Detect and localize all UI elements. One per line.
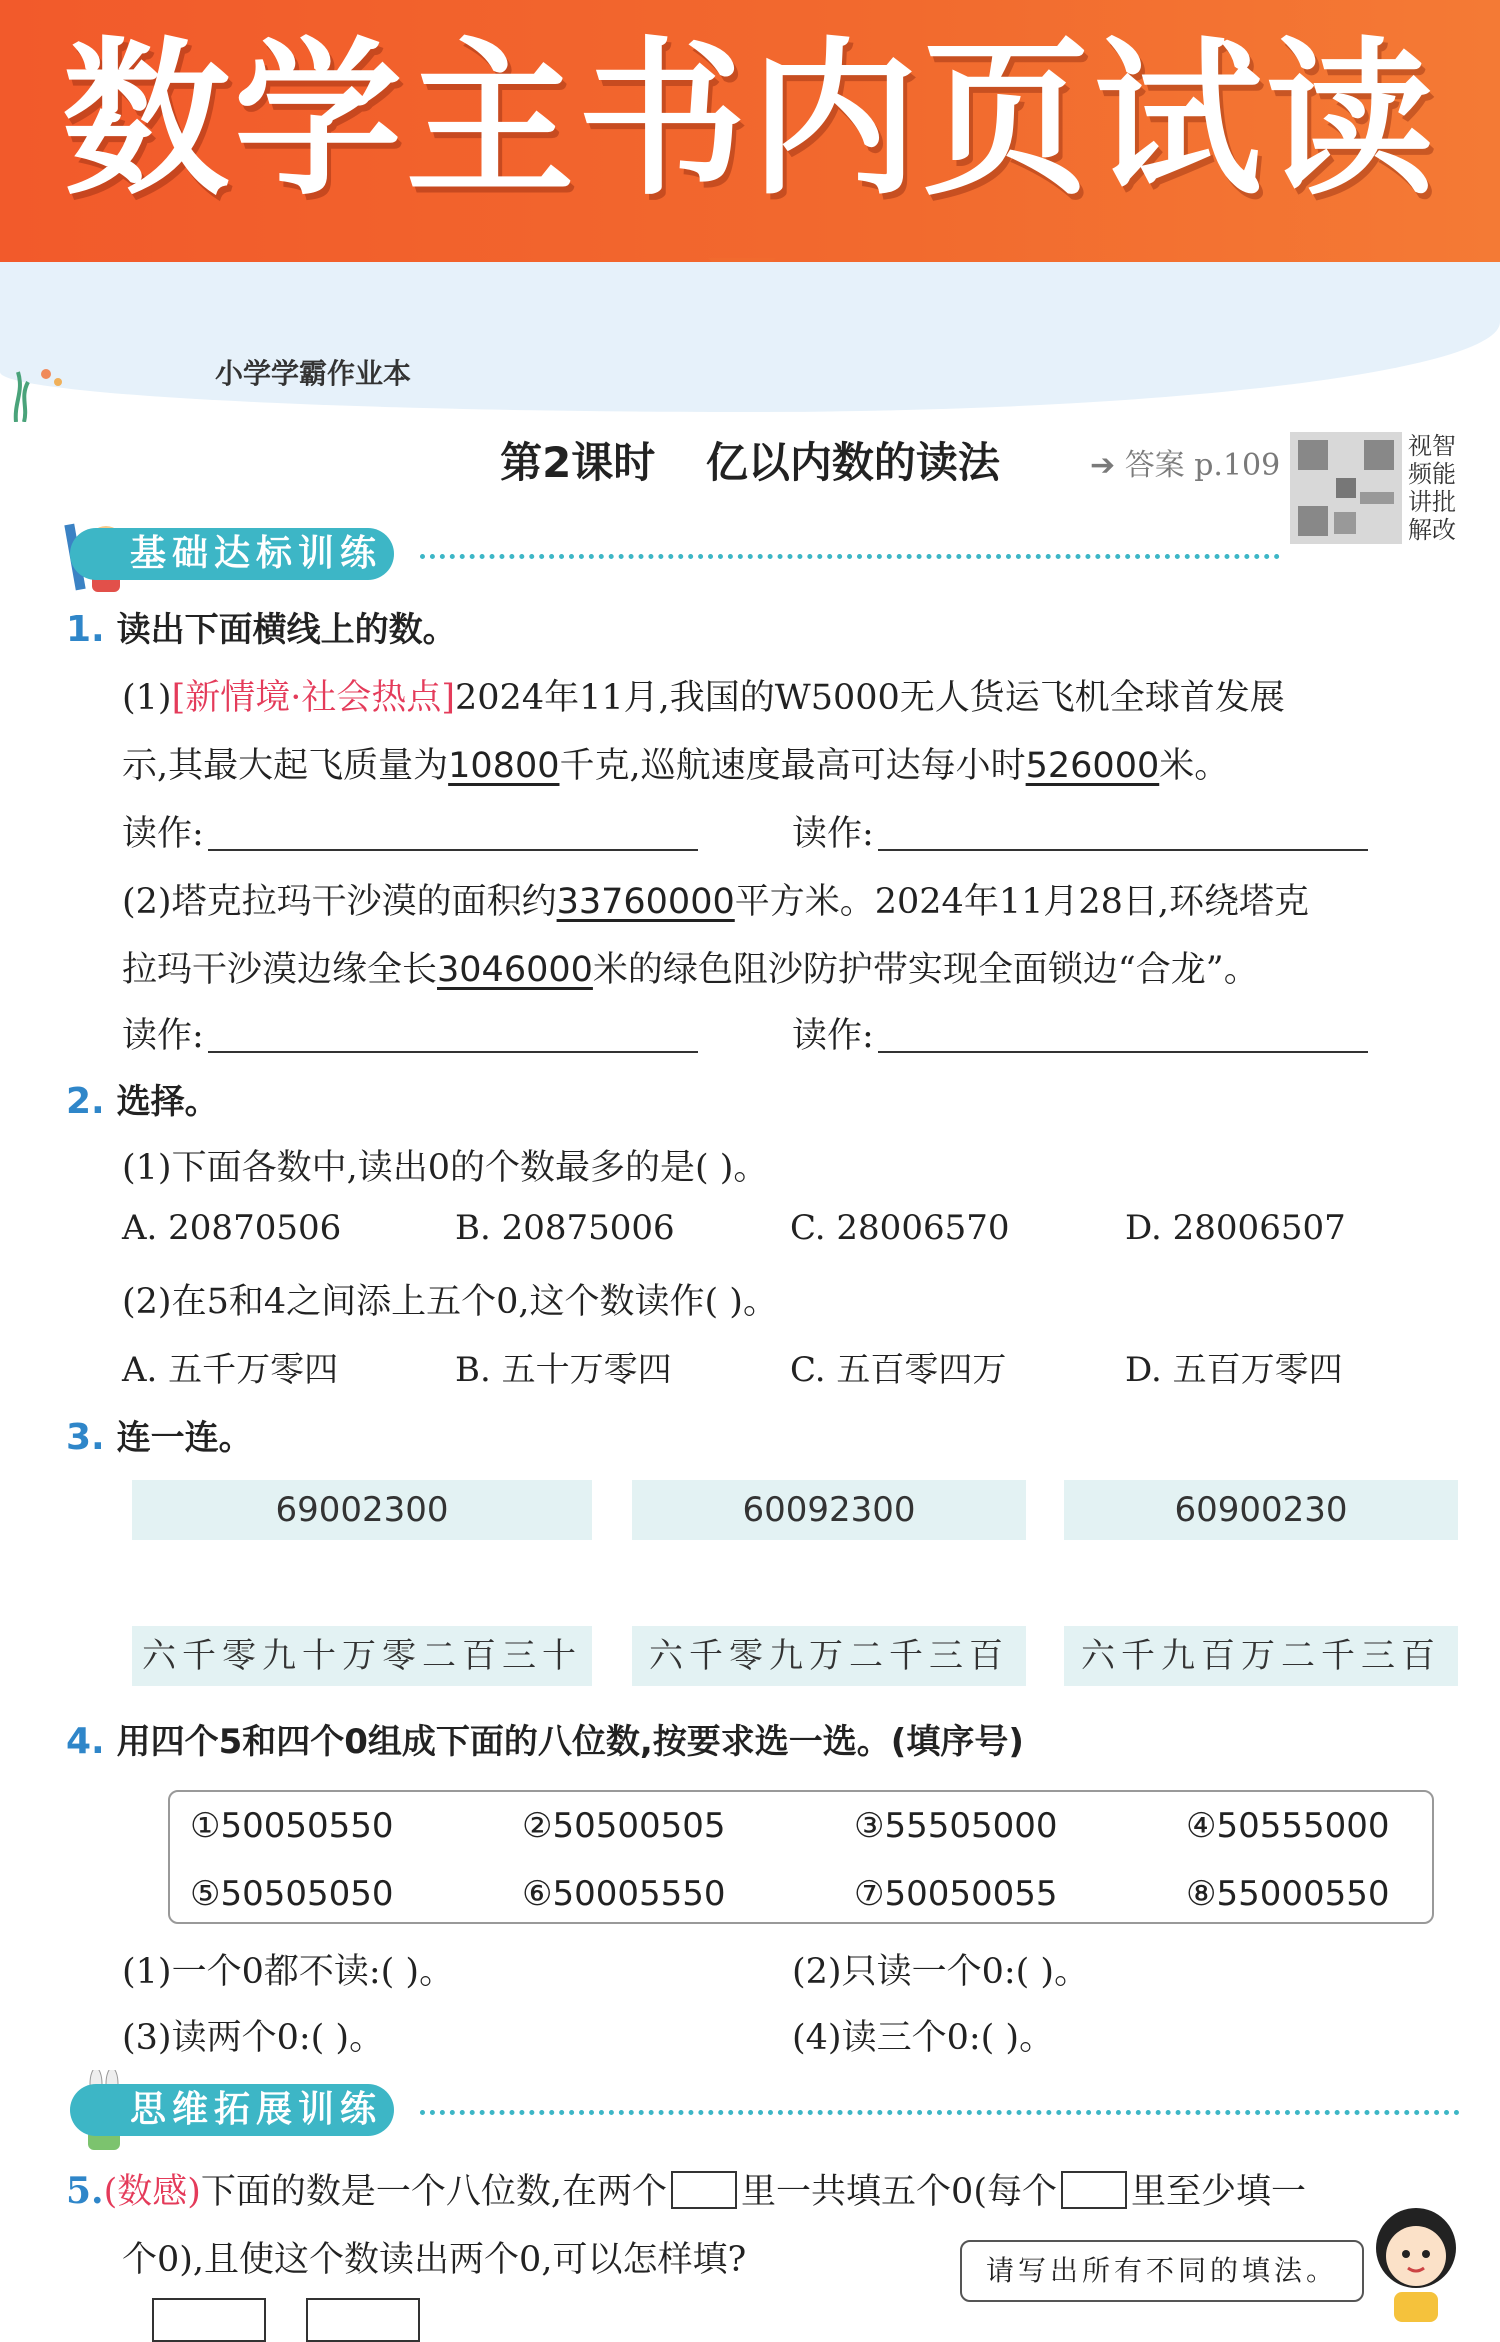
fill-box[interactable] (671, 2171, 737, 2209)
match-number-card[interactable]: 69002300 (132, 1480, 592, 1540)
q1-part1-line2 (122, 738, 1229, 788)
read-label: 读作: (792, 1016, 874, 1056)
answer-reference: ➔ 答案 p.109 (1090, 448, 1281, 483)
q1-part1-prefix: (1) (122, 678, 172, 718)
hint-bubble: 请写出所有不同的填法。 (960, 2240, 1364, 2302)
number-option: ②50500505 (522, 1806, 726, 1846)
q1-underlined-number: 3046000 (437, 950, 593, 990)
q4-sub1[interactable]: (1)一个0都不读:( )。 (122, 1952, 455, 1992)
match-number-card[interactable]: 60092300 (632, 1480, 1026, 1540)
q4-title (66, 1714, 1024, 1763)
lesson-title: 亿以内数的读法 (705, 438, 1000, 487)
section-basic-dots (420, 554, 1280, 559)
q1-text-b1: 示,其最大起飞质量为 (122, 746, 449, 786)
q2-s2-option-a[interactable]: A. 五千万零四 (122, 1350, 339, 1390)
q4-sub4[interactable]: (4)读三个0:( )。 (792, 2018, 1055, 2058)
q4-sub2[interactable]: (2)只读一个0:( )。 (792, 1952, 1090, 1992)
q1-p2-text-a1: (2)塔克拉玛干沙漠的面积约 (122, 882, 557, 922)
q3-text: 连一连。 (116, 1418, 253, 1458)
q4-number: 4. (66, 1721, 105, 1762)
q1-number: 1. (66, 609, 105, 650)
q2-s2-option-c[interactable]: C. 五百零四万 (790, 1350, 1007, 1390)
q4-sub3[interactable]: (3)读两个0:( )。 (122, 2018, 385, 2058)
section-extend (0, 2084, 1500, 2140)
qr-code-icon[interactable] (1290, 432, 1402, 544)
q2-s2-option-d[interactable]: D. 五百万零四 (1125, 1350, 1343, 1390)
section-extend-label: 思维拓展训练 (70, 2084, 394, 2136)
q2-s1-option-b[interactable]: B. 20875006 (455, 1208, 675, 1248)
q1-part2-line1 (122, 874, 1309, 924)
q2-s1-option-d[interactable]: D. 28006507 (1125, 1208, 1346, 1248)
lesson-number: 第2课时 (500, 438, 656, 487)
answer-page: 答案 p.109 (1124, 448, 1281, 483)
number-option: ①50050550 (190, 1806, 394, 1846)
q2-text: 选择。 (116, 1082, 219, 1122)
fill-box[interactable] (1061, 2171, 1127, 2209)
q5-number: 5. (66, 2170, 104, 2212)
number-option: ⑦50050055 (854, 1874, 1058, 1914)
q1-underlined-number: 10800 (448, 746, 560, 786)
read-label: 读作: (122, 814, 204, 854)
q1-p2-text-b2: 米的绿色阻沙防护带实现全面锁边“合龙”。 (592, 950, 1259, 990)
fill-box[interactable] (306, 2298, 420, 2342)
q1-text-b3: 米。 (1159, 746, 1230, 786)
q2-sub2: (2)在5和4之间添上五个0,这个数读作( )。 (122, 1282, 778, 1322)
q2-s1-option-a[interactable]: A. 20870506 (122, 1208, 342, 1248)
q1-underlined-number: 526000 (1025, 746, 1160, 786)
answer-blank[interactable] (208, 1021, 698, 1053)
q3-title (66, 1410, 253, 1459)
qr-caption: 视智频能讲批解改 (1408, 432, 1456, 544)
match-number-card[interactable]: 60900230 (1064, 1480, 1458, 1540)
q5-tag: (数感) (103, 2172, 201, 2212)
read-label: 读作: (122, 1016, 204, 1056)
answer-blank[interactable] (878, 819, 1368, 851)
q1-part1-text-a: 2024年11月,我国的W5000无人货运飞机全球首发展 (455, 678, 1285, 718)
answer-blank[interactable] (878, 1021, 1368, 1053)
q5-text-a2: 里一共填五个0(每个 (741, 2172, 1057, 2212)
read-label: 读作: (792, 814, 874, 854)
banner-title: 数学主书内页试读 (62, 22, 1438, 218)
number-option: ⑥50005550 (522, 1874, 726, 1914)
q3-number: 3. (66, 1417, 105, 1458)
q2-s1-option-c[interactable]: C. 28006570 (790, 1208, 1010, 1248)
book-name: 小学学霸作业本 (215, 357, 412, 390)
section-extend-dots (420, 2110, 1460, 2115)
section-basic-label: 基础达标训练 (70, 528, 394, 580)
q1-title (66, 602, 457, 651)
q1-read-row2 (122, 1008, 698, 1058)
q1-part2-line2 (122, 942, 1259, 992)
q5-line2: 个0),且使这个数读出两个0,可以怎样填? (122, 2240, 747, 2280)
number-option: ⑧55000550 (1186, 1874, 1390, 1914)
q5-line1 (66, 2164, 1306, 2214)
seaweed-icon (6, 352, 66, 422)
match-word-card[interactable]: 六千零九十万零二百三十 (132, 1626, 592, 1686)
q1-read-row2b (792, 1008, 1368, 1058)
q1-text-b2: 千克,巡航速度最高可达每小时 (559, 746, 1026, 786)
number-options-box (168, 1790, 1434, 1924)
match-word-card[interactable]: 六千零九万二千三百 (632, 1626, 1026, 1686)
q2-s2-option-b[interactable]: B. 五十万零四 (455, 1350, 672, 1390)
q1-p2-text-b1: 拉玛干沙漠边缘全长 (122, 950, 438, 990)
q1-read-row1 (122, 806, 698, 856)
number-option: ④50555000 (1186, 1806, 1390, 1846)
q1-read-row1b (792, 806, 1368, 856)
q1-text: 读出下面横线上的数。 (116, 610, 457, 650)
answer-blank[interactable] (208, 819, 698, 851)
q1-p2-text-a2: 平方米。2024年11月28日,环绕塔克 (734, 882, 1310, 922)
girl-mascot-icon (1368, 2196, 1464, 2322)
number-option: ⑤50505050 (190, 1874, 394, 1914)
section-basic (0, 528, 1300, 584)
q1-tag: [新情境·社会热点] (171, 678, 456, 718)
q2-number: 2. (66, 1081, 105, 1122)
match-word-card[interactable]: 六千九百万二千三百 (1064, 1626, 1458, 1686)
q2-title (66, 1074, 219, 1123)
q4-text: 用四个5和四个0组成下面的八位数,按要求选一选。(填序号) (116, 1722, 1024, 1762)
q2-sub1: (1)下面各数中,读出0的个数最多的是( )。 (122, 1148, 769, 1188)
fill-box[interactable] (152, 2298, 266, 2342)
number-option: ③55505000 (854, 1806, 1058, 1846)
q1-underlined-number: 33760000 (556, 882, 735, 922)
q1-part1-line1 (122, 670, 1285, 720)
q5-text-a1: 下面的数是一个八位数,在两个 (200, 2172, 668, 2212)
q5-text-a3: 里至少填一 (1130, 2172, 1306, 2212)
